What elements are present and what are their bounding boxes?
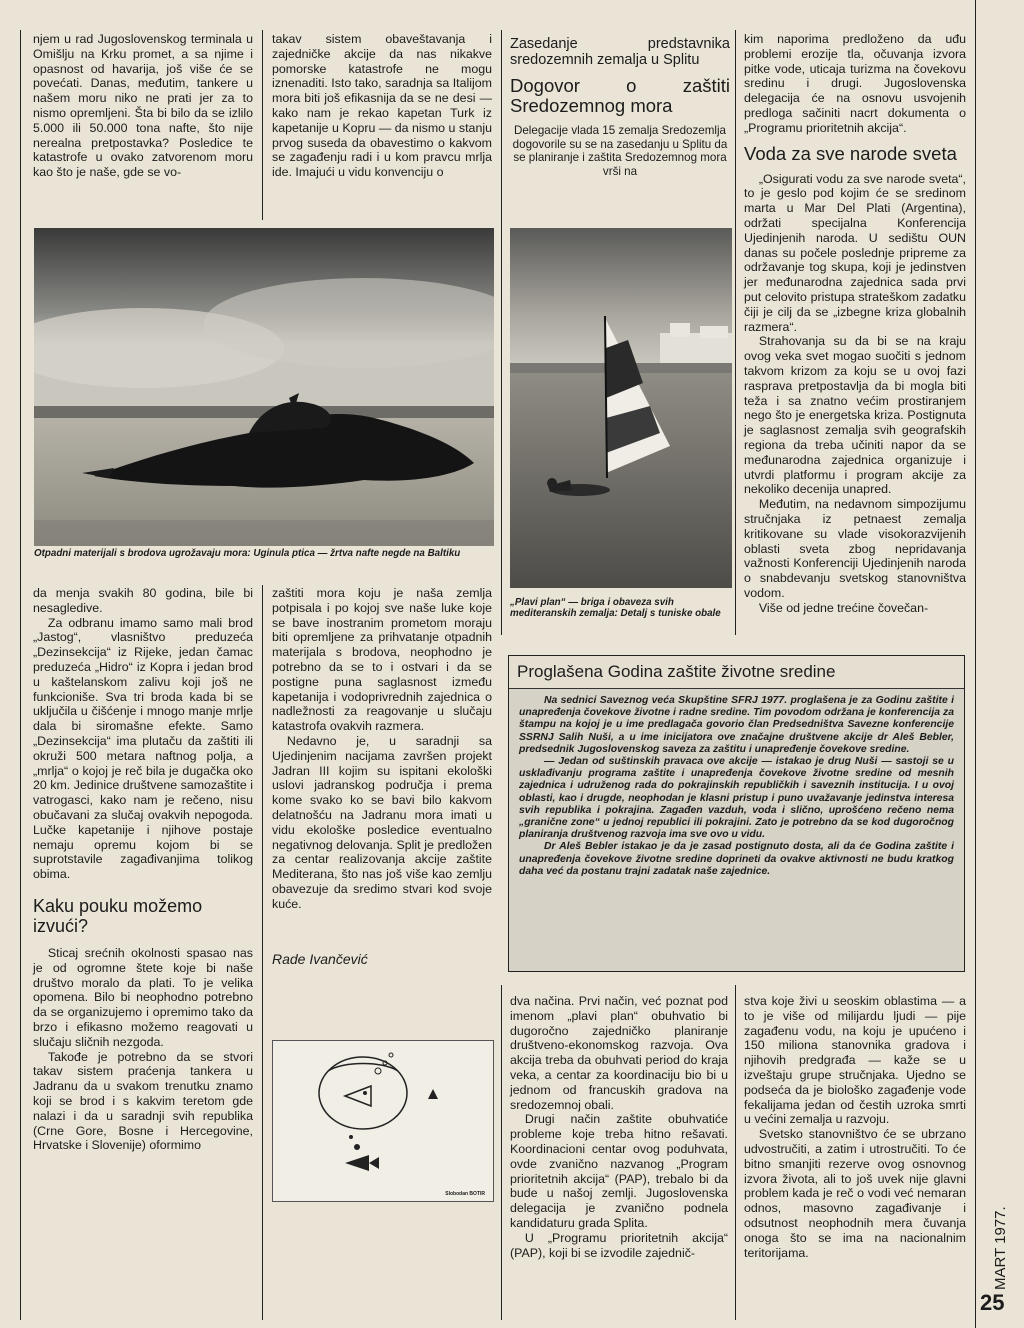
article-headline: Dogovor o zaštiti Sredozemnog mora — [510, 75, 730, 116]
paragraph: Više od jedne trećine čovečan- — [758, 600, 929, 615]
paragraph: Takođe je potrebno da se stvori takav sistem praćenja tankera u Jadranu da u svakom trenutku znamo koji se brod i s kakvim teretom gde nalazi i da u saradnji svih republika (Crne Gore, Bosne i Hercegovine, Hrvatske i Slovenije) oformimo — [33, 1049, 253, 1153]
cartoon-signature: Slobodan BOTIR — [445, 1191, 485, 1197]
paragraph: stva koje živi u seoskim oblastima — a to je više od milijardu ljudi — pije zagađenu vodu, na koju je upućeno i 150 miliona stanovnika gradova i njihovih predgrađa — kaže se u izveštaju grupe stručnjaka. Ujedno se podseća da je biološko zagađenje vode fekalijama jedan od čestih uzroka smrti u većini zemalja u razvoju. — [744, 994, 966, 1127]
paragraph: — Jedan od suštinskih pravaca ove akcije — istakao je drug Nuši — sastoji se u usklađivanju programa zaštite i unapređenja čovekove životne sredine od mesnih zajednica i udruženog rada do pokrajinskih republičkih i saveznih institucija. I u ovoj oblasti, kao i drugde, neophodan je klasni pristup i puno uvažavanje jedinstva interesa svih republika i pokrajina. Zagađen vazduh, voda i slično, uprošćeno rečeno nema „granične zone“ u jednoj republici ili pokrajini. Zato je potrebno da se kod dugoročnog planiranja društvenog razvoja ima sve ovo u vidu. — [519, 756, 954, 841]
paragraph: takav sistem obaveštavanja i zajedničke akcije da nas nikakve pomorske katastrofe ne mogu iznenaditi. Isto tako, saradnja sa Italijom mora biti još efikasnija da se ne desi — kako nam je rekao kapetan Turk iz kapetanije u Kopru — da nismo u stanju prvog suseda da obavestimo o kakvom se zagađenju radi i u kom pravcu mrlja ide. Imajući u vidu konvenciju o — [272, 32, 492, 180]
article-text-col2-top — [272, 32, 492, 180]
article-text-col3-bottom — [510, 994, 728, 1260]
paragraph: Svetsko stanovništvo će se ubrzano udvostručiti, a zatim i utrostručiti. To će bitno smanjiti rezerve ovog osnovnog izvora života, ali to još uvek nije glavni problem kada je reč o vodi već nemaran odnos, masovno zagađivanje i odsutnost neophodnih mera čuvanja onoga što se ima na nacionalnim teritorijama. — [744, 1127, 966, 1260]
windsurfer-image — [510, 228, 732, 588]
paragraph: Strahovanja su da bi se na kraju ovog veka svet mogao suočiti s jednom takvom krizom za koju se u ovoj fazi rasprava pretpostavlja da bi mogla biti teža i sa znatno većim prostiranjem nego što je energetska kriza. Postignuta je saglasnost zemalja svih geografskih regiona da treba učiniti napor da se međunarodna zajednica organizuje i utvrdi platformu i program akcije za nekoliko decenija unapred. — [744, 334, 966, 497]
paragraph: dva načina. Prvi način, već poznat pod imenom „plavi plan“ obuhvatio bi dugoročno zajedničko planiranje društveno-ekonomskog razvoja. Ova akcija treba da obuhvati period do kraja veka, a centar za koordinaciju bio bi u jednom od francuskih gradova na sredozemnoj obali. — [510, 994, 728, 1112]
photo-caption: „Plavi plan“ — briga i obaveza svih mediteranskih zemalja: Detalj s tuniske obale — [510, 597, 721, 620]
article-lead: Delegacije vlada 15 zemalja Sredozemlja dogovorile su se na zasedanju u Splitu da se planiranje i zaštita Sredozemnog mora vrši na — [512, 124, 728, 178]
column-rule — [975, 0, 976, 1328]
article-subhead: Kaku pouku možemo izvući? — [33, 895, 203, 936]
paragraph: Međutim, na nedavnom simpozijumu stručnjaka iz petnaest zemalja kritikovane su vlade visokorazvijenih oblasti sveta zbog nepridavanja važnosti Konferenciji Ujedinjenih naroda o snabdevanju svetskog stanovništva vodom. — [744, 497, 966, 600]
paragraph: Drugi način zaštite obuhvatiće probleme koje treba hitno rešavati. Koordinacioni centar ovog poduhvata, ovde zvanično nazvanog „Program prioritetnih akcija“ (PAP), trebalo bi da bude u našoj zemlji. Jugoslovenska delegacija je zvanično podnela kandidaturu grada Splita. — [510, 1112, 728, 1230]
column-rule — [20, 30, 21, 1320]
article-text-col2-bottom — [272, 586, 492, 966]
column-rule — [501, 985, 502, 1320]
paragraph: „Osigurati vodu za sve narode sveta“, to je geslo pod kojim će se sredinom marta u Mar Del Plati (Argentina), održati specijalna Konferencija Ujedinjenih naroda. U sedištu OUN danas su počele poslednje pripreme za održavanje tog skupa, koji je jedinstven jer međunarodna zajednica sada prvi put celovito pristupa strateškom zadatku čiji je cilj da se „izbegne kriza globalnih razmera“. — [744, 171, 966, 334]
column-rule — [262, 585, 263, 1320]
paragraph: Na sednici Saveznog veća Skupštine SFRJ 1977. proglašena je za Godinu zaštite i unapređenja čovekove životne i radne sredine. Tim povodom održana je konferencija za štampu na kojoj je u ime predlagača govorio član Predsedništva Savezne konferencije SSRNJ Salih Nuši, a u ime inicijatora ove značajne društvene akcije dr Aleš Bebler, predsednik Jugoslovenskog saveza za zaštitu i unapređenje čovekove sredine. — [519, 695, 954, 755]
paragraph: Sticaj srećnih okolnosti spasao nas je od ogromne štete koje bi naše društvo moralo da plati. To je velika opomena. Bilo bi neophodno potrebno da se organizujemo i opremimo tako da brzo i efikasno možemo reagovati u slučaju sličnih nezgoda. — [33, 945, 253, 1049]
paragraph: njem u rad Jugoslovenskog terminala u Omišlju na Krku promet, a sa njime i opasnost od havarija, još više će se povećati. Danas, međutim, tankere u našem moru niko ne prati jer za to nismo opremljeni. Šta bi bilo da se izlilo 5.000 ili 50.000 tona nafte, što nije nerealna pretpostavka? Posledice te katastrofe u ovako zatvorenom moru kao što je naše, gde se vo- — [33, 32, 253, 180]
article-text-col1-bottom — [33, 586, 253, 1153]
box-body — [509, 689, 964, 884]
paragraph: zaštiti mora koju je naša zemlja potpisala i po kojoj sve naše luke koje se bave inostranim prometom moraju biti opremljene za prihvatanje otpadnih materijala s brodova, neophodno je potrebno da se to i ostvari i da se postigne puna saglasnost između kapetanija i vodoprivrednih zajednica o nadležnosti za reagovanje u slučaju katastrofa ovakvih razmera. — [272, 586, 492, 734]
cartoon — [272, 1040, 494, 1202]
column-rule — [735, 985, 736, 1320]
paragraph: Dr Aleš Bebler istakao je da je zasad postignuto dosta, ali da će Godina zaštite i unapređenja čovekove životne sredine doprineti da ovakve aktivnosti ne budu kratkog daha već da postanu trajni zadatak naše zajednice. — [519, 841, 954, 877]
article-headline: Voda za sve narode sveta — [744, 142, 957, 164]
column-rule — [501, 30, 502, 635]
paragraph: kim naporima predloženo da uđu problemi erozije tla, očuvanja izvora pitke vode, uticaja turizma na čovekovu sredinu i drugi. Jugoslovenska delegacija će na osnovu usvojenih predloga sačiniti nacrt dokumenta o „Programu prioritetnih akcija“. — [744, 32, 966, 135]
page-number: 25 — [980, 1290, 1005, 1315]
fishbowl-cartoon — [273, 1041, 493, 1201]
paragraph: U „Programu prioritetnih akcija“ (PAP), koji bi se izvodile zajednič- — [510, 1230, 728, 1260]
column-rule — [262, 30, 263, 220]
dead-bird-image — [34, 228, 494, 546]
author-signature: Rade Ivančević — [272, 950, 368, 967]
announcement-box — [508, 655, 965, 972]
paragraph: Nedavno je, u saradnji sa Ujedinjenim nacijama završen projekt Jadran III kojim su ispitani ekološki uslovi jadranskog područja i prema kome svako ko se bavi bilo kakvom delatnošću na Jadranu mora imati u vidu ekološke posledice eventualno negativnog delovanja. Split je predložen za centar realizovanja akcije zaštite Mediterana, što nas još više kao zemlju obavezuje da sredimo stvari kod svoje kuće. — [272, 733, 492, 911]
paragraph: da menja svakih 80 godina, bile bi nesagledive. — [33, 586, 253, 615]
paragraph: Za odbranu imamo samo mali brod „Jastog“, vlasništvo preduzeća „Dezinsekcija“ iz Rijeke, jedan čamac preduzeća „Hidro“ iz Kopra i jedan brod u kaštelanskom zalivu koji još ne funkcioniše. Sva tri broda kada bi se uključila u čišćenje i mnogo manje mrlje dala bi siromašne efekte. Samo „Dezinsekcija“ ima plutaču da zaštiti ili okruži 500 metara naftnog polja, a „mrlja“ o kojoj je reč bila je dugačka oko 20 km. Jedinice društvene samozaštite i vatrogasci, kako nam je rečeno, nisu obučavani za slučaj ovakvih nepogoda. Lučke kapetanije i njihove postaje nemaju opremu kojom bi se suprotstavile zagađivanjima tolikog obima. — [33, 615, 253, 882]
article-text-col4-bottom — [744, 994, 966, 1260]
box-title: Proglašena Godina zaštite životne sredine — [509, 656, 964, 689]
photo-dead-bird — [34, 228, 494, 546]
article-col3-top — [510, 36, 730, 178]
photo-caption: Otpadni materijali s brodova ugrožavaju mora: Uginula ptica — žrtva nafte negde na Baltiku — [34, 548, 461, 559]
column-rule — [735, 30, 736, 635]
article-text-col1-top — [33, 32, 253, 180]
article-col4-top — [744, 32, 966, 615]
photo-windsurfer — [510, 228, 732, 588]
issue-date: MART 1977. — [992, 1206, 1009, 1290]
article-kicker: Zasedanje predstavnika sredozemnih zemalja u Splitu — [510, 36, 730, 68]
